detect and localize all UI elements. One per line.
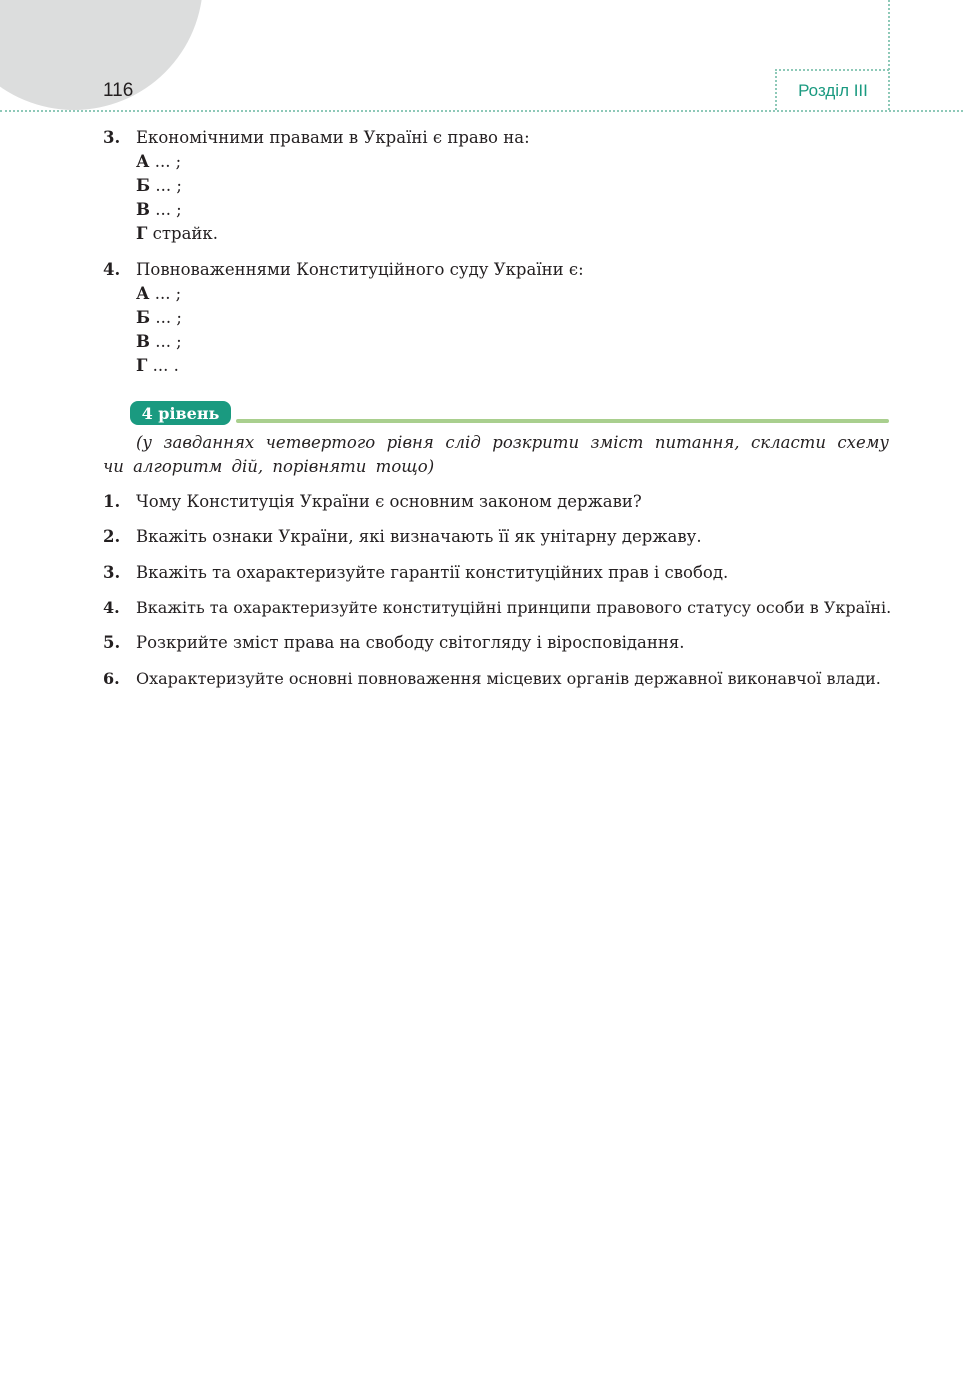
answer-option xyxy=(136,150,181,174)
question-number: 4. xyxy=(103,260,121,279)
answer-option xyxy=(136,330,182,354)
question-item xyxy=(103,126,530,150)
answer-option xyxy=(136,306,182,330)
option-letter: В xyxy=(136,200,150,219)
option-text: ... ; xyxy=(149,332,182,351)
question-number: 3. xyxy=(103,563,121,582)
option-text: ... ; xyxy=(149,284,182,303)
option-letter: В xyxy=(136,332,150,351)
option-letter: Б xyxy=(136,308,151,327)
level-instruction: (у завданнях четвертого рівня слід розкрити зміст питання, скласти схему чи алгоритм дій, порівняти тощо) xyxy=(103,433,889,476)
question-number: 2. xyxy=(103,527,121,546)
question-text: Вкажіть ознаки України, які визначають її як унітарну державу. xyxy=(136,527,702,546)
section-label-text: Розділ III xyxy=(798,80,868,100)
question-text: Розкрийте зміст права на свободу світогляду і віросповідання. xyxy=(136,633,685,652)
question-text: Повноваженнями Конституційного суду України є: xyxy=(136,260,584,279)
option-text: ... ; xyxy=(149,200,182,219)
page-number: 116 xyxy=(103,80,134,101)
question-item xyxy=(103,525,702,549)
question-text: Вкажіть та охарактеризуйте гарантії конституційних прав і свобод. xyxy=(136,563,729,582)
answer-option xyxy=(136,282,181,306)
question-number: 5. xyxy=(103,633,121,652)
section-label xyxy=(775,69,889,110)
question-text: Економічними правами в Україні є право на: xyxy=(136,128,530,147)
header-rule xyxy=(0,110,963,112)
answer-option xyxy=(136,222,218,246)
question-text: Чому Конституція України є основним законом держави? xyxy=(136,492,642,511)
question-item xyxy=(103,561,728,585)
question-number: 3. xyxy=(103,128,121,147)
option-letter: Г xyxy=(136,224,148,243)
question-item xyxy=(103,490,642,514)
question-item xyxy=(103,667,881,691)
question-number: 6. xyxy=(103,669,120,688)
option-letter: А xyxy=(136,284,150,303)
option-text: ... ; xyxy=(149,152,182,171)
answer-option xyxy=(136,198,182,222)
question-text: Охарактеризуйте основні повноваження місцевих органів державної виконавчої влади. xyxy=(136,669,881,688)
question-item xyxy=(103,631,685,655)
option-text: ... . xyxy=(147,356,179,375)
option-text: ... ; xyxy=(150,176,182,195)
question-number: 4. xyxy=(103,598,120,617)
answer-option xyxy=(136,174,182,198)
question-number: 1. xyxy=(103,492,121,511)
option-text: ... ; xyxy=(150,308,182,327)
level-divider xyxy=(236,419,889,423)
question-item xyxy=(103,258,584,282)
option-letter: Г xyxy=(136,356,148,375)
option-text: страйк. xyxy=(147,224,218,243)
level-badge-label: 4 рівень xyxy=(141,403,220,423)
level-badge xyxy=(130,401,231,425)
corner-decoration xyxy=(0,0,203,110)
option-letter: Б xyxy=(136,176,151,195)
answer-option xyxy=(136,354,179,378)
question-text: Вкажіть та охарактеризуйте конституційні принципи правового статусу особи в Україні. xyxy=(136,598,892,617)
question-item xyxy=(103,596,891,620)
option-letter: А xyxy=(136,152,150,171)
